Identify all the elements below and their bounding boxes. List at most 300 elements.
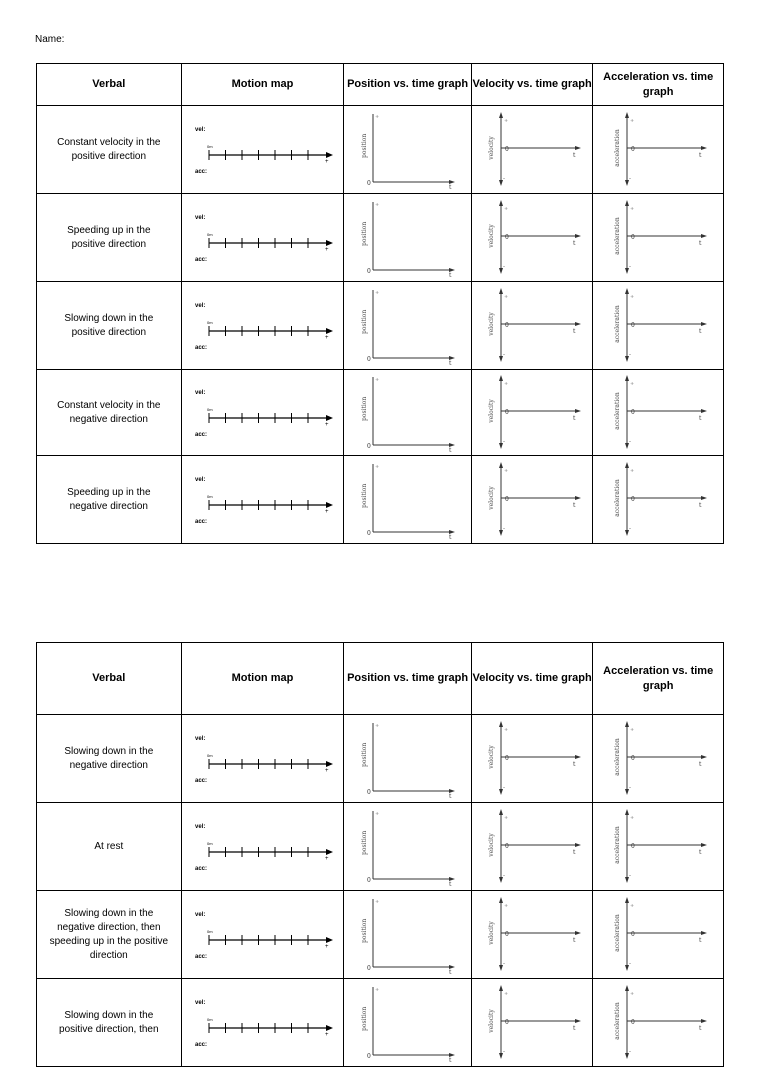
acceleration-axis-label: acceleration bbox=[614, 913, 622, 952]
verbal-description: Speeding up in the positive direction bbox=[37, 194, 182, 282]
minus-sign: - bbox=[503, 262, 506, 270]
motion-map-diagram bbox=[187, 900, 337, 970]
velocity-graph-cell[interactable] bbox=[471, 979, 593, 1067]
y-arrowhead-up-icon bbox=[625, 985, 629, 991]
origin-label: 0m bbox=[207, 493, 214, 499]
zero-label: 0 bbox=[505, 842, 509, 850]
y-arrowhead-up-icon bbox=[499, 985, 503, 991]
x-arrowhead-icon bbox=[701, 1019, 707, 1023]
t-label: t bbox=[573, 1024, 576, 1032]
zero-label: 0 bbox=[366, 876, 371, 884]
acceleration-graph-cell[interactable] bbox=[593, 715, 724, 803]
position-graph-cell[interactable] bbox=[344, 106, 472, 194]
position-time-graph bbox=[353, 719, 463, 799]
t-label: t bbox=[573, 151, 576, 159]
minus-sign: - bbox=[503, 350, 506, 358]
t-label: t bbox=[448, 533, 452, 540]
minus-sign: - bbox=[629, 350, 632, 358]
plus-sign: + bbox=[374, 463, 379, 470]
zero-label: 0 bbox=[366, 964, 371, 972]
header-velocity: Velocity vs. time graph bbox=[471, 64, 593, 106]
position-graph-cell[interactable] bbox=[344, 891, 472, 979]
axis-arrowhead-icon bbox=[326, 415, 333, 421]
minus-sign: - bbox=[629, 524, 632, 532]
y-arrowhead-up-icon bbox=[499, 809, 503, 815]
vel-label: vel: bbox=[195, 214, 206, 221]
plus-sign: + bbox=[504, 726, 509, 733]
position-time-graph bbox=[353, 286, 463, 366]
t-label: t bbox=[573, 414, 576, 422]
table-row bbox=[37, 282, 724, 370]
zero-label: 0 bbox=[631, 321, 636, 329]
x-arrowhead-icon bbox=[575, 409, 581, 413]
x-arrowhead-icon bbox=[701, 322, 707, 326]
velocity-time-graph bbox=[477, 895, 587, 975]
plus-sign: + bbox=[504, 902, 509, 909]
plus-sign: + bbox=[374, 201, 379, 208]
zero-label: 0 bbox=[366, 355, 371, 363]
position-axis-label: position bbox=[360, 742, 368, 767]
velocity-axis-label: velocity bbox=[488, 832, 496, 857]
minus-sign: - bbox=[503, 437, 506, 445]
x-arrowhead-icon bbox=[575, 234, 581, 238]
acc-label: acc: bbox=[195, 518, 208, 525]
minus-sign: - bbox=[503, 1047, 506, 1055]
t-label: t bbox=[448, 271, 452, 278]
plus-sign: + bbox=[630, 380, 635, 387]
y-arrowhead-up-icon bbox=[625, 112, 629, 118]
position-axis-label: position bbox=[360, 918, 368, 943]
vel-label: vel: bbox=[195, 911, 206, 918]
vel-label: vel: bbox=[195, 389, 206, 396]
t-label: t bbox=[573, 760, 576, 768]
zero-label: 0 bbox=[631, 842, 636, 850]
motion-map-diagram bbox=[187, 115, 337, 185]
t-label: t bbox=[573, 327, 576, 335]
plus-sign: + bbox=[374, 289, 379, 296]
plus-sign: + bbox=[630, 814, 635, 821]
header-motion-map: Motion map bbox=[181, 64, 344, 106]
vel-label: vel: bbox=[195, 302, 206, 309]
plus-sign: + bbox=[504, 990, 509, 997]
t-label: t bbox=[699, 1024, 702, 1032]
plus-sign: + bbox=[504, 205, 509, 212]
vel-label: vel: bbox=[195, 126, 206, 133]
origin-label: 0m bbox=[207, 928, 214, 934]
position-time-graph bbox=[353, 198, 463, 278]
acceleration-graph-cell[interactable] bbox=[593, 106, 724, 194]
plus-sign: + bbox=[504, 467, 509, 474]
position-axis-label: position bbox=[360, 309, 368, 334]
t-label: t bbox=[699, 239, 702, 247]
origin-label: 0m bbox=[207, 319, 214, 325]
verbal-description: Speeding up in the negative direction bbox=[37, 456, 182, 544]
acc-label: acc: bbox=[195, 1041, 208, 1048]
acceleration-axis-label: acceleration bbox=[614, 216, 622, 255]
velocity-axis-label: velocity bbox=[488, 135, 496, 160]
position-axis-label: position bbox=[360, 133, 368, 158]
motion-worksheet-table-2 bbox=[36, 642, 724, 1067]
x-arrowhead-icon bbox=[701, 234, 707, 238]
plus-sign: + bbox=[374, 898, 379, 905]
plus-sign: + bbox=[630, 467, 635, 474]
position-time-graph bbox=[353, 895, 463, 975]
minus-sign: - bbox=[629, 959, 632, 967]
motion-map-diagram bbox=[187, 988, 337, 1058]
t-label: t bbox=[699, 327, 702, 335]
x-arrowhead-icon bbox=[701, 843, 707, 847]
position-graph-cell[interactable] bbox=[344, 282, 472, 370]
header-motion-map: Motion map bbox=[181, 643, 344, 715]
motion-map-diagram bbox=[187, 203, 337, 273]
x-arrowhead-icon bbox=[575, 843, 581, 847]
minus-sign: - bbox=[503, 174, 506, 182]
t-label: t bbox=[448, 359, 452, 366]
position-graph-cell[interactable] bbox=[344, 370, 472, 456]
origin-label: 0m bbox=[207, 1016, 214, 1022]
plus-sign: + bbox=[325, 158, 329, 165]
acceleration-graph-cell[interactable] bbox=[593, 456, 724, 544]
acceleration-graph-cell[interactable] bbox=[593, 891, 724, 979]
position-axis-label: position bbox=[360, 396, 368, 421]
plus-sign: + bbox=[504, 814, 509, 821]
name-label: Name: bbox=[35, 34, 65, 45]
axis-arrowhead-icon bbox=[326, 502, 333, 508]
plus-sign: + bbox=[325, 767, 329, 774]
plus-sign: + bbox=[630, 117, 635, 124]
acceleration-graph-cell[interactable] bbox=[593, 979, 724, 1067]
t-label: t bbox=[699, 848, 702, 856]
velocity-time-graph bbox=[477, 198, 587, 278]
plus-sign: + bbox=[374, 376, 379, 383]
motion-map-cell[interactable] bbox=[181, 106, 344, 194]
x-arrowhead-icon bbox=[701, 931, 707, 935]
zero-label: 0 bbox=[505, 233, 509, 241]
origin-label: 0m bbox=[207, 840, 214, 846]
velocity-time-graph bbox=[477, 286, 587, 366]
plus-sign: + bbox=[325, 1031, 329, 1038]
x-arrowhead-icon bbox=[575, 146, 581, 150]
zero-label: 0 bbox=[366, 179, 371, 187]
t-label: t bbox=[448, 446, 452, 453]
minus-sign: - bbox=[629, 174, 632, 182]
header-velocity: Velocity vs. time graph bbox=[471, 643, 593, 715]
table-row bbox=[37, 803, 724, 891]
y-arrowhead-up-icon bbox=[499, 375, 503, 381]
t-label: t bbox=[699, 151, 702, 159]
position-axis-label: position bbox=[360, 1006, 368, 1031]
zero-label: 0 bbox=[631, 145, 636, 153]
motion-map-diagram bbox=[187, 812, 337, 882]
zero-label: 0 bbox=[631, 1018, 636, 1026]
origin-label: 0m bbox=[207, 143, 214, 149]
motion-map-cell[interactable] bbox=[181, 715, 344, 803]
plus-sign: + bbox=[325, 943, 329, 950]
table-row bbox=[37, 456, 724, 544]
position-time-graph bbox=[353, 983, 463, 1063]
minus-sign: - bbox=[503, 783, 506, 791]
t-label: t bbox=[448, 880, 452, 887]
t-label: t bbox=[573, 936, 576, 944]
origin-label: 0m bbox=[207, 406, 214, 412]
position-graph-cell[interactable] bbox=[344, 194, 472, 282]
motion-map-cell[interactable] bbox=[181, 979, 344, 1067]
motion-map-cell[interactable] bbox=[181, 456, 344, 544]
acceleration-graph-cell[interactable] bbox=[593, 282, 724, 370]
acc-label: acc: bbox=[195, 168, 208, 175]
acceleration-axis-label: acceleration bbox=[614, 478, 622, 517]
table-row bbox=[37, 106, 724, 194]
axis-arrowhead-icon bbox=[326, 152, 333, 158]
position-axis-label: position bbox=[360, 221, 368, 246]
plus-sign: + bbox=[325, 421, 329, 428]
t-label: t bbox=[448, 792, 452, 799]
y-arrowhead-up-icon bbox=[499, 721, 503, 727]
verbal-description: Slowing down in the positive direction, then bbox=[37, 979, 182, 1067]
velocity-axis-label: velocity bbox=[488, 1008, 496, 1033]
plus-sign: + bbox=[630, 990, 635, 997]
minus-sign: - bbox=[629, 871, 632, 879]
velocity-time-graph bbox=[477, 719, 587, 799]
y-arrowhead-up-icon bbox=[625, 897, 629, 903]
plus-sign: + bbox=[374, 986, 379, 993]
y-arrowhead-up-icon bbox=[625, 288, 629, 294]
acceleration-time-graph bbox=[603, 895, 713, 975]
motion-map-cell[interactable] bbox=[181, 891, 344, 979]
header-verbal: Verbal bbox=[37, 64, 182, 106]
acceleration-axis-label: acceleration bbox=[614, 737, 622, 776]
vel-label: vel: bbox=[195, 476, 206, 483]
motion-map-cell[interactable] bbox=[181, 282, 344, 370]
zero-label: 0 bbox=[366, 788, 371, 796]
zero-label: 0 bbox=[505, 754, 509, 762]
zero-label: 0 bbox=[631, 930, 636, 938]
minus-sign: - bbox=[629, 783, 632, 791]
velocity-graph-cell[interactable] bbox=[471, 891, 593, 979]
position-graph-cell[interactable] bbox=[344, 979, 472, 1067]
verbal-description: Constant velocity in the negative direction bbox=[37, 370, 182, 456]
velocity-graph-cell[interactable] bbox=[471, 106, 593, 194]
motion-map-cell[interactable] bbox=[181, 803, 344, 891]
acceleration-graph-cell[interactable] bbox=[593, 370, 724, 456]
x-arrowhead-icon bbox=[701, 146, 707, 150]
acceleration-axis-label: acceleration bbox=[614, 304, 622, 343]
zero-label: 0 bbox=[631, 754, 636, 762]
y-arrowhead-up-icon bbox=[625, 462, 629, 468]
acceleration-time-graph bbox=[603, 460, 713, 540]
velocity-axis-label: velocity bbox=[488, 223, 496, 248]
velocity-axis-label: velocity bbox=[488, 744, 496, 769]
velocity-axis-label: velocity bbox=[488, 311, 496, 336]
velocity-graph-cell[interactable] bbox=[471, 194, 593, 282]
plus-sign: + bbox=[504, 293, 509, 300]
t-label: t bbox=[699, 936, 702, 944]
zero-label: 0 bbox=[366, 442, 371, 450]
y-arrowhead-up-icon bbox=[499, 112, 503, 118]
x-arrowhead-icon bbox=[701, 496, 707, 500]
vel-label: vel: bbox=[195, 735, 206, 742]
y-arrowhead-up-icon bbox=[499, 897, 503, 903]
velocity-axis-label: velocity bbox=[488, 485, 496, 510]
t-label: t bbox=[448, 183, 452, 190]
position-time-graph bbox=[353, 460, 463, 540]
plus-sign: + bbox=[325, 508, 329, 515]
plus-sign: + bbox=[630, 293, 635, 300]
table-row bbox=[37, 194, 724, 282]
acc-label: acc: bbox=[195, 865, 208, 872]
velocity-time-graph bbox=[477, 983, 587, 1063]
axis-arrowhead-icon bbox=[326, 937, 333, 943]
table-header-row bbox=[37, 64, 724, 106]
plus-sign: + bbox=[325, 246, 329, 253]
origin-label: 0m bbox=[207, 231, 214, 237]
motion-map-diagram bbox=[187, 465, 337, 535]
plus-sign: + bbox=[504, 380, 509, 387]
verbal-description: Slowing down in the negative direction, then speeding up in the positive direction bbox=[37, 891, 182, 979]
vel-label: vel: bbox=[195, 999, 206, 1006]
plus-sign: + bbox=[325, 855, 329, 862]
plus-sign: + bbox=[374, 722, 379, 729]
plus-sign: + bbox=[504, 117, 509, 124]
t-label: t bbox=[699, 760, 702, 768]
y-arrowhead-up-icon bbox=[625, 200, 629, 206]
minus-sign: - bbox=[503, 524, 506, 532]
minus-sign: - bbox=[629, 262, 632, 270]
position-time-graph bbox=[353, 110, 463, 190]
t-label: t bbox=[573, 848, 576, 856]
velocity-time-graph bbox=[477, 807, 587, 887]
zero-label: 0 bbox=[505, 930, 509, 938]
axis-arrowhead-icon bbox=[326, 1025, 333, 1031]
acceleration-axis-label: acceleration bbox=[614, 128, 622, 167]
position-time-graph bbox=[353, 373, 463, 453]
minus-sign: - bbox=[629, 437, 632, 445]
verbal-description: Constant velocity in the positive direction bbox=[37, 106, 182, 194]
zero-label: 0 bbox=[505, 495, 509, 503]
zero-label: 0 bbox=[366, 1052, 371, 1060]
verbal-description: Slowing down in the negative direction bbox=[37, 715, 182, 803]
velocity-graph-cell[interactable] bbox=[471, 456, 593, 544]
position-graph-cell[interactable] bbox=[344, 715, 472, 803]
axis-arrowhead-icon bbox=[326, 240, 333, 246]
zero-label: 0 bbox=[631, 495, 636, 503]
velocity-graph-cell[interactable] bbox=[471, 715, 593, 803]
acceleration-graph-cell[interactable] bbox=[593, 803, 724, 891]
position-axis-label: position bbox=[360, 483, 368, 508]
x-arrowhead-icon bbox=[575, 496, 581, 500]
y-arrowhead-up-icon bbox=[625, 721, 629, 727]
velocity-axis-label: velocity bbox=[488, 398, 496, 423]
table-row bbox=[37, 370, 724, 456]
plus-sign: + bbox=[630, 205, 635, 212]
acceleration-axis-label: acceleration bbox=[614, 825, 622, 864]
header-position: Position vs. time graph bbox=[344, 643, 472, 715]
header-acceleration: Acceleration vs. time graph bbox=[593, 64, 724, 106]
plus-sign: + bbox=[630, 902, 635, 909]
header-acceleration: Acceleration vs. time graph bbox=[593, 643, 724, 715]
position-time-graph bbox=[353, 807, 463, 887]
velocity-graph-cell[interactable] bbox=[471, 370, 593, 456]
minus-sign: - bbox=[503, 871, 506, 879]
acc-label: acc: bbox=[195, 344, 208, 351]
x-arrowhead-icon bbox=[701, 409, 707, 413]
zero-label: 0 bbox=[366, 267, 371, 275]
acceleration-axis-label: acceleration bbox=[614, 391, 622, 430]
y-arrowhead-up-icon bbox=[499, 200, 503, 206]
y-arrowhead-up-icon bbox=[499, 288, 503, 294]
t-label: t bbox=[699, 501, 702, 509]
acceleration-time-graph bbox=[603, 983, 713, 1063]
y-arrowhead-up-icon bbox=[625, 375, 629, 381]
table-row bbox=[37, 891, 724, 979]
zero-label: 0 bbox=[505, 321, 509, 329]
acc-label: acc: bbox=[195, 777, 208, 784]
table-row bbox=[37, 979, 724, 1067]
zero-label: 0 bbox=[505, 145, 509, 153]
header-verbal: Verbal bbox=[37, 643, 182, 715]
t-label: t bbox=[573, 501, 576, 509]
axis-arrowhead-icon bbox=[326, 328, 333, 334]
position-graph-cell[interactable] bbox=[344, 803, 472, 891]
minus-sign: - bbox=[629, 1047, 632, 1055]
acc-label: acc: bbox=[195, 256, 208, 263]
acceleration-time-graph bbox=[603, 719, 713, 799]
t-label: t bbox=[573, 239, 576, 247]
motion-map-cell[interactable] bbox=[181, 194, 344, 282]
zero-label: 0 bbox=[631, 408, 636, 416]
position-graph-cell[interactable] bbox=[344, 456, 472, 544]
acceleration-axis-label: acceleration bbox=[614, 1001, 622, 1040]
motion-map-diagram bbox=[187, 378, 337, 448]
origin-label: 0m bbox=[207, 752, 214, 758]
acceleration-graph-cell[interactable] bbox=[593, 194, 724, 282]
zero-label: 0 bbox=[631, 233, 636, 241]
acceleration-time-graph bbox=[603, 110, 713, 190]
y-arrowhead-up-icon bbox=[499, 462, 503, 468]
t-label: t bbox=[699, 414, 702, 422]
velocity-graph-cell[interactable] bbox=[471, 282, 593, 370]
velocity-time-graph bbox=[477, 460, 587, 540]
acceleration-time-graph bbox=[603, 373, 713, 453]
motion-map-cell[interactable] bbox=[181, 370, 344, 456]
zero-label: 0 bbox=[505, 1018, 509, 1026]
motion-worksheet-table-1 bbox=[36, 63, 724, 544]
axis-arrowhead-icon bbox=[326, 849, 333, 855]
x-arrowhead-icon bbox=[575, 931, 581, 935]
verbal-description: Slowing down in the positive direction bbox=[37, 282, 182, 370]
table-row bbox=[37, 715, 724, 803]
velocity-axis-label: velocity bbox=[488, 920, 496, 945]
velocity-time-graph bbox=[477, 110, 587, 190]
acceleration-time-graph bbox=[603, 807, 713, 887]
acc-label: acc: bbox=[195, 953, 208, 960]
vel-label: vel: bbox=[195, 823, 206, 830]
x-arrowhead-icon bbox=[575, 1019, 581, 1023]
verbal-description: At rest bbox=[37, 803, 182, 891]
motion-map-diagram bbox=[187, 724, 337, 794]
x-arrowhead-icon bbox=[575, 755, 581, 759]
y-arrowhead-up-icon bbox=[625, 809, 629, 815]
plus-sign: + bbox=[374, 113, 379, 120]
plus-sign: + bbox=[374, 810, 379, 817]
x-arrowhead-icon bbox=[575, 322, 581, 326]
velocity-graph-cell[interactable] bbox=[471, 803, 593, 891]
velocity-time-graph bbox=[477, 373, 587, 453]
plus-sign: + bbox=[325, 334, 329, 341]
x-arrowhead-icon bbox=[701, 755, 707, 759]
t-label: t bbox=[448, 1056, 452, 1063]
motion-map-diagram bbox=[187, 291, 337, 361]
